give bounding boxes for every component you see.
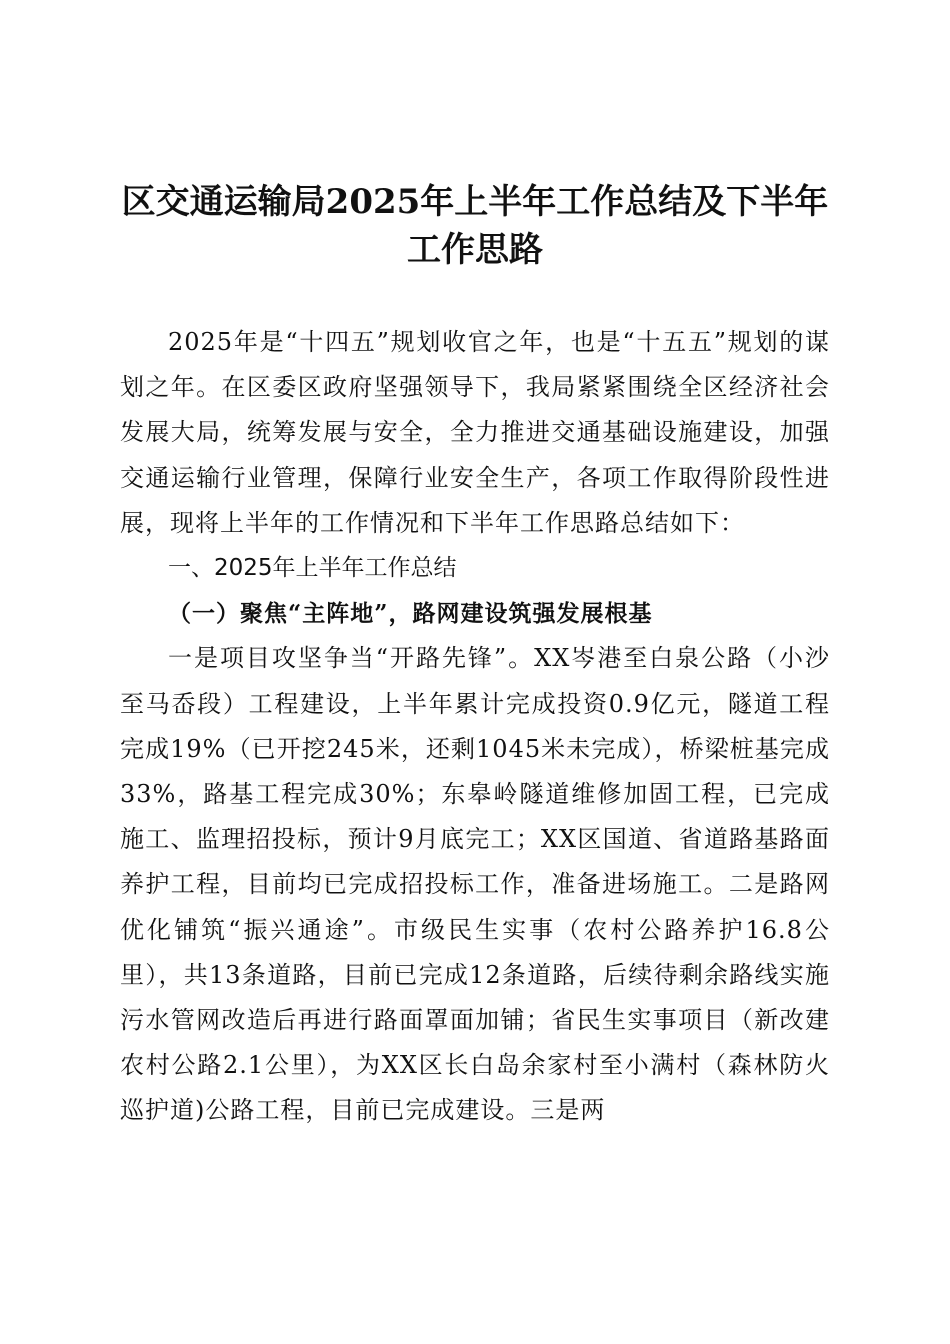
- subsection-paragraph: 一是项目攻坚争当“开路先锋”。XX岑港至白泉公路（小沙至马岙段）工程建设，上半年累计完成投资0.9亿元，隧道工程完成19%（已开挖245米，还剩1045米未完成），桥梁桩基完成33%，路基工程完成30%；东皋岭隧道维修加固工程，已完成施工、监理招投标，预计9月底完工；XX区国道、省道路基路面养护工程，目前均已完成招投标工作，准备进场施工。二是路网优化铺筑“振兴通途”。市级民生实事（农村公路养护16.8公里），共13条道路，目前已完成12条道路，后续待剩余路线实施污水管网改造后再进行路面罩面加铺；省民生实事项目（新改建农村公路2.1公里），为XX区长白岛余家村至小满村（森林防火巡护道)公路工程，目前已完成建设。三是两: [120, 644, 830, 1125]
- intro-paragraph: 2025年是“十四五”规划收官之年，也是“十五五”规划的谋划之年。在区委区政府坚强领导下，我局紧紧围绕全区经济社会发展大局，统筹发展与安全，全力推进交通基础设施建设，加强交通运输行业管理，保障行业安全生产，各项工作取得阶段性进展，现将上半年的工作情况和下半年工作思路总结如下：: [120, 328, 830, 537]
- document-title: 区交通运输局2025年上半年工作总结及下半年工作思路: [121, 182, 829, 270]
- section-heading: 一、2025年上半年工作总结: [168, 555, 457, 582]
- subsection-heading: （一）聚焦“主阵地”，路网建设筑强发展根基: [168, 600, 653, 628]
- document-body: [120, 320, 830, 1134]
